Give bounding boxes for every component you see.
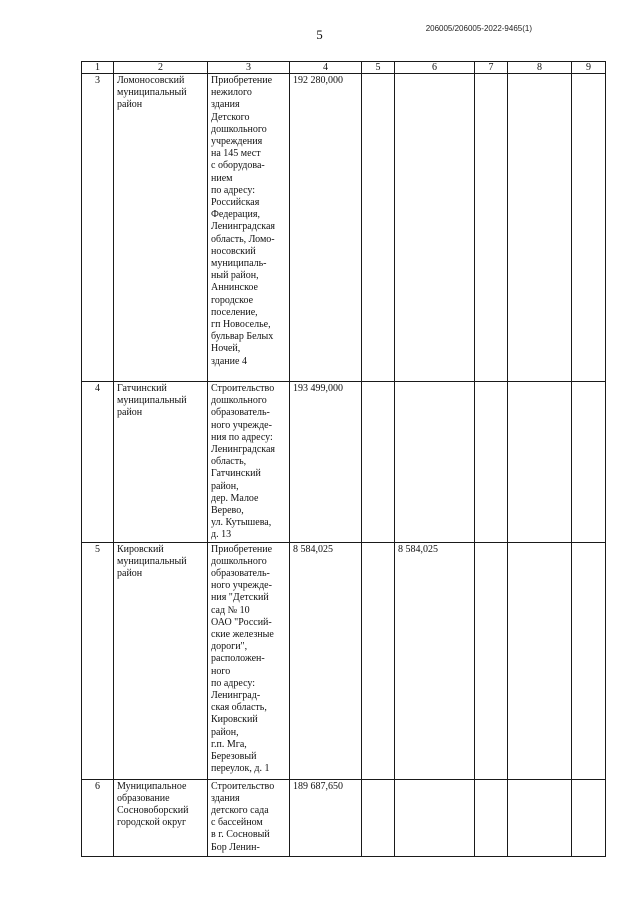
- col8-cell: [508, 542, 572, 779]
- col9-cell: [572, 542, 606, 779]
- col6-cell: [395, 779, 475, 856]
- amount-cell: 193 499,000: [290, 382, 362, 543]
- col-header: 1: [82, 62, 114, 74]
- col7-cell: [475, 74, 508, 382]
- col-header: 2: [114, 62, 208, 74]
- col7-cell: [475, 779, 508, 856]
- col9-cell: [572, 779, 606, 856]
- amount-cell: 192 280,000: [290, 74, 362, 382]
- description-cell: Строительство дошкольного образователь- ного учрежде- ния по адресу: Ленинградская область, Гатчинский район, дер. Малое Верево, ул. Кутышева, д. 13: [208, 382, 290, 543]
- district-cell: Ломоносовский муниципальный район: [114, 74, 208, 382]
- col-header: 5: [362, 62, 395, 74]
- row-number: 6: [82, 779, 114, 856]
- district-cell: Муниципальное образование Сосновоборский городской округ: [114, 779, 208, 856]
- col9-cell: [572, 382, 606, 543]
- description-cell: Строительство здания детского сада с бассейном в г. Сосновый Бор Ленин-: [208, 779, 290, 856]
- col-header: 6: [395, 62, 475, 74]
- col5-cell: [362, 74, 395, 382]
- col6-cell: 8 584,025: [395, 542, 475, 779]
- allocation-table: [81, 61, 606, 857]
- col-header: 3: [208, 62, 290, 74]
- document-code: 206005/206005-2022-9465(1): [425, 24, 532, 33]
- col5-cell: [362, 382, 395, 543]
- row-number: 3: [82, 74, 114, 382]
- description-cell: Приобретение дошкольного образователь- ного учрежде- ния "Детский сад № 10 ОАО "Россий- ские железные дороги", расположен- ного по адресу: Ленинград- ская область, Кировский район, г.п. Мга, Березовый переулок, д. 1: [208, 542, 290, 779]
- row-number: 5: [82, 542, 114, 779]
- col6-cell: [395, 74, 475, 382]
- col6-cell: [395, 382, 475, 543]
- col9-cell: [572, 74, 606, 382]
- header-row: [82, 62, 606, 74]
- table-row: [82, 779, 606, 856]
- col7-cell: [475, 542, 508, 779]
- col7-cell: [475, 382, 508, 543]
- table-row: [82, 74, 606, 382]
- col5-cell: [362, 779, 395, 856]
- col5-cell: [362, 542, 395, 779]
- table-row: [82, 542, 606, 779]
- table-row: [82, 382, 606, 543]
- district-cell: Гатчинский муниципальный район: [114, 382, 208, 543]
- district-cell: Кировский муниципальный район: [114, 542, 208, 779]
- page-number: 5: [316, 27, 323, 42]
- amount-cell: 8 584,025: [290, 542, 362, 779]
- col-header: 4: [290, 62, 362, 74]
- col-header: 8: [508, 62, 572, 74]
- col8-cell: [508, 779, 572, 856]
- description-cell: Приобретение нежилого здания Детского дошкольного учреждения на 145 мест с оборудова- нием по адресу: Российская Федерация, Ленинградская область, Ломо- носовский муниципаль- ный район, Аннинское городское поселение, гп Новоселье, бульвар Белых Ночей, здание 4: [208, 74, 290, 382]
- col-header: 9: [572, 62, 606, 74]
- col8-cell: [508, 74, 572, 382]
- amount-cell: 189 687,650: [290, 779, 362, 856]
- col8-cell: [508, 382, 572, 543]
- row-number: 4: [82, 382, 114, 543]
- col-header: 7: [475, 62, 508, 74]
